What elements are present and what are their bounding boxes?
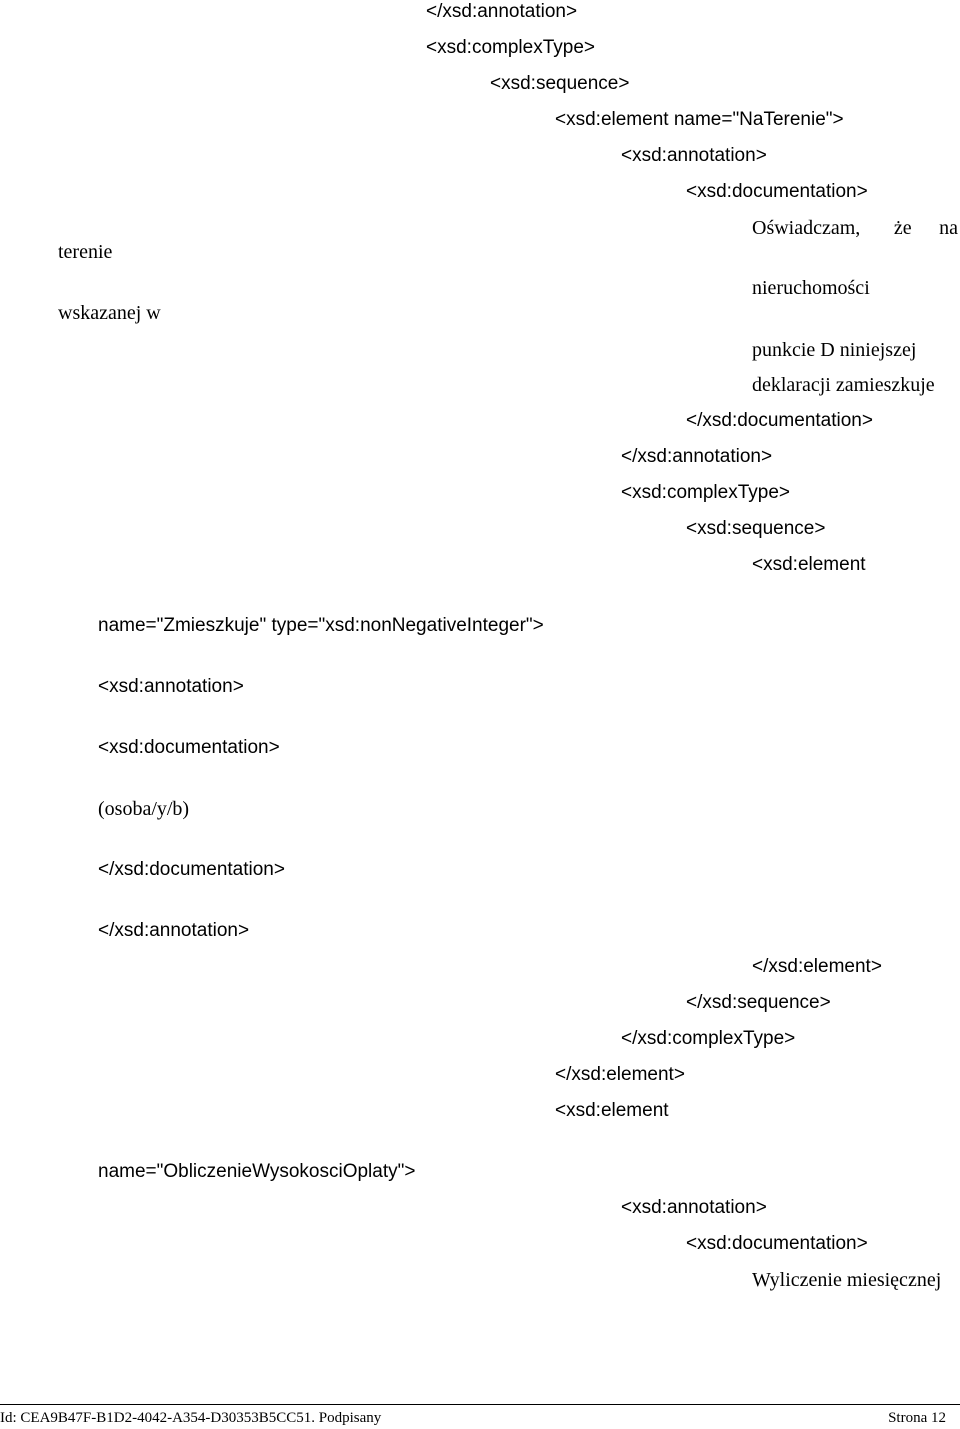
code-line: <xsd:complexType> xyxy=(621,482,790,503)
word: że xyxy=(893,217,912,239)
code-line: name="Zmieszkuje" type="xsd:nonNegativeInteger"> xyxy=(98,615,544,636)
code-line: name="ObliczenieWysokosciOplaty"> xyxy=(98,1161,416,1182)
code-line: </xsd:documentation> xyxy=(98,859,285,880)
documentation-text-line: terenie xyxy=(58,241,113,263)
code-line: <xsd:sequence> xyxy=(490,73,630,94)
documentation-text-line xyxy=(752,216,958,240)
documentation-text-line: (osoba/y/b) xyxy=(98,798,190,820)
code-line: <xsd:element xyxy=(555,1100,669,1121)
documentation-text-line: punkcie D niniejszej xyxy=(752,339,917,361)
code-line: <xsd:documentation> xyxy=(686,181,868,202)
page-footer xyxy=(0,1404,960,1429)
code-line: <xsd:complexType> xyxy=(426,37,595,58)
code-line: </xsd:element> xyxy=(752,956,882,977)
document-id: Id: CEA9B47F-B1D2-4042-A354-D30353B5CC51. Podpisany xyxy=(0,1410,382,1426)
code-line: <xsd:element xyxy=(752,554,866,575)
code-line: </xsd:sequence> xyxy=(686,992,831,1013)
documentation-text-line: deklaracji zamieszkuje xyxy=(752,374,935,396)
word: na xyxy=(939,217,958,239)
code-line: <xsd:documentation> xyxy=(98,737,280,758)
code-line: </xsd:complexType> xyxy=(621,1028,796,1049)
documentation-text-line: wskazanej w xyxy=(58,302,161,324)
code-line: </xsd:annotation> xyxy=(426,1,578,22)
code-line: </xsd:annotation> xyxy=(98,920,250,941)
code-line: <xsd:annotation> xyxy=(621,1197,767,1218)
code-line: <xsd:element name="NaTerenie"> xyxy=(555,109,844,130)
documentation-text-line: nieruchomości xyxy=(752,277,870,299)
code-line: <xsd:sequence> xyxy=(686,518,826,539)
code-line: </xsd:element> xyxy=(555,1064,685,1085)
code-line: <xsd:annotation> xyxy=(98,676,244,697)
documentation-text-line: Wyliczenie miesięcznej xyxy=(752,1269,942,1291)
word: Oświadczam, xyxy=(752,217,861,239)
code-line: </xsd:annotation> xyxy=(621,446,773,467)
code-line: <xsd:annotation> xyxy=(621,145,767,166)
page-number: Strona 12 xyxy=(888,1410,946,1426)
code-line: </xsd:documentation> xyxy=(686,410,873,431)
code-line: <xsd:documentation> xyxy=(686,1233,868,1254)
